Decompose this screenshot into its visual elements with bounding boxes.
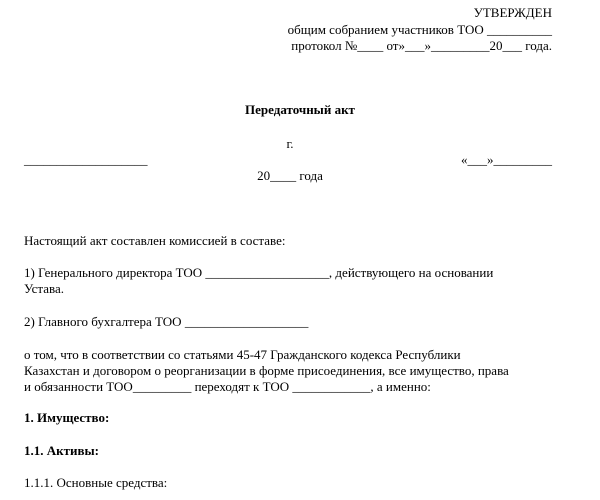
city-blank: ___________________ <box>24 152 148 167</box>
approval-line-meeting: общим собранием участников ТОО __________ <box>287 22 552 37</box>
approval-line-protocol: протокол №____ от»___»_________20___ года. <box>291 38 552 53</box>
transfer-paragraph-line-3: и обязанности ТОО_________ переходят к ТОО ____________, а именно: <box>24 379 431 394</box>
transfer-paragraph-line-1: о том, что в соответствии со статьями 45-47 Гражданского кодекса Республики <box>24 347 461 362</box>
approved-heading: УТВЕРЖДЕН <box>473 5 552 20</box>
member-1-line-1: 1) Генерального директора ТОО ___________________, действующего на основании <box>24 265 494 280</box>
section-property-heading: 1. Имущество: <box>24 410 110 425</box>
intro-text: Настоящий акт составлен комиссией в составе: <box>24 233 286 248</box>
section-fixed-assets-heading: 1.1.1. Основные средства: <box>24 475 168 490</box>
date-blank: «___»_________ <box>461 152 552 167</box>
city-label: г. <box>286 136 294 151</box>
year-blank: 20____ года <box>257 168 323 183</box>
document-title: Передаточный акт <box>245 102 355 117</box>
member-2-line: 2) Главного бухгалтера ТОО ___________________ <box>24 314 309 329</box>
transfer-paragraph-line-2: Казахстан и договором о реорганизации в форме присоединения, все имущество, права <box>24 363 509 378</box>
member-1-line-2: Устава. <box>24 281 65 296</box>
section-assets-heading: 1.1. Активы: <box>24 443 100 458</box>
